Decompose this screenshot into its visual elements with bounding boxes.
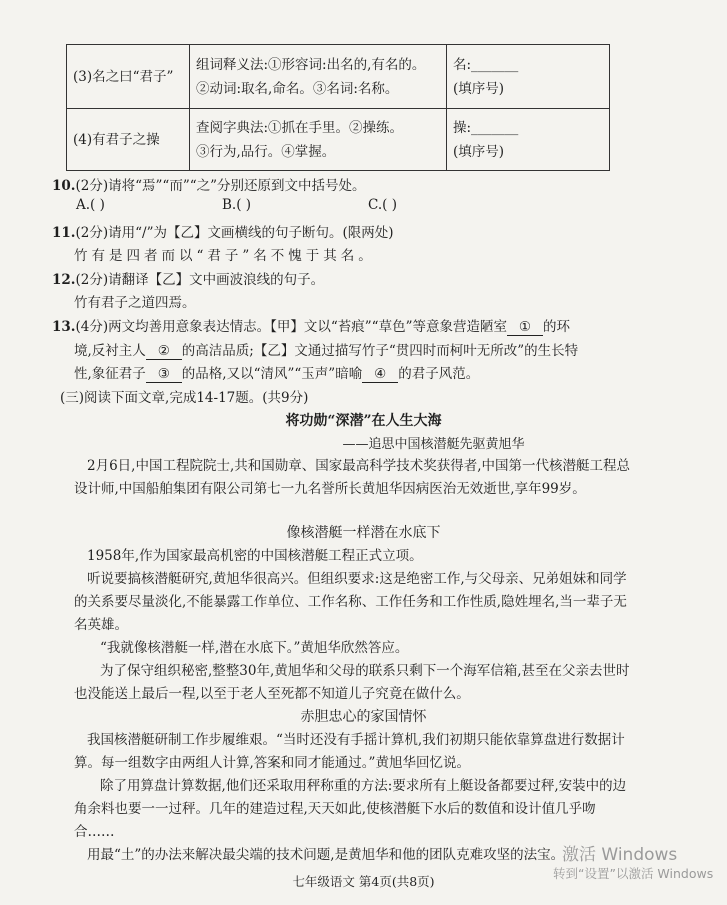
q10-option-a: A.( )	[76, 197, 105, 213]
vocabulary-table	[66, 44, 610, 171]
section-1-title: 像核潜艇一样潜在水底下	[286, 525, 441, 541]
section-2-title: 赤胆忠心的家国情怀	[300, 709, 427, 725]
section-3-instructions: (三)阅读下面文章,完成14-17题。(共9分)	[60, 390, 309, 406]
article-title: 将功勋“深潜”在人生大海	[285, 413, 442, 429]
article-subtitle: ——追思中国核潜艇先驱黄旭华	[342, 437, 525, 452]
question-11: 11.(2分)请用“/”为【乙】文画横线的句子断句。(限两处)	[52, 225, 394, 241]
answer-cell: 名:_______ (填序号)	[447, 45, 610, 109]
blank-3[interactable]: ③	[146, 366, 182, 383]
paragraph: 我国核潜艇研制工作步履维艰。“当时还没有手摇计算机,我们初期只能依靠算盘进行数据计算。每一组数字由两组人计算,答案和同才能通过。”黄旭华回忆说。	[74, 732, 625, 771]
blank-4[interactable]: ④	[362, 366, 398, 383]
q13-line-3: 性,象征君子 ③ 的品格,又以“清风”“玉声”暗喻 ④ 的君子风范。	[74, 366, 480, 382]
paragraph: 1958年,作为国家最高机密的中国核潜艇工程正式立项。	[87, 548, 423, 564]
paragraph: 除了用算盘计算数据,他们还采取用秤称重的方法:要求所有上艇设备都要过秤,安装中的边角余料也要一一过秤。几年的建造过程,天天如此,使核潜艇下水后的数值和设计值几乎吻合……	[74, 778, 627, 840]
windows-activation-title: 激活 Windows	[562, 845, 678, 865]
method-cell: 查阅字典法:①抓在手里。②操练。 ③行为,品行。④掌握。	[190, 109, 447, 171]
phrase-cell: (4)有君子之操	[67, 109, 190, 171]
method-cell: 组词释义法:①形容词:出名的,有名的。 ②动词:取名,命名。③名词:名称。	[190, 45, 447, 109]
question-13: 13.(4分)两文均善用意象表达情志。【甲】文以“苔痕”“草色”等意象营造陋室 ① 的环	[52, 319, 570, 335]
question-12: 12.(2分)请翻译【乙】文中画波浪线的句子。	[52, 272, 325, 288]
paragraph: “我就像核潜艇一样,潜在水底下。”黄旭华欣然答应。	[100, 640, 409, 656]
page-footer: 七年级语文 第4页(共8页)	[292, 874, 435, 889]
paragraph: 听说要搞核潜艇研究,黄旭华很高兴。但组织要求:这是绝密工作,与父母亲、兄弟姐妹和同学的关系要尽量淡化,不能暴露工作单位、工作名称、工作任务和工作性质,隐姓埋名,当一辈子无名英雄。	[74, 571, 627, 633]
question-10: 10.(2分)请将“焉”“而”“之”分别还原到文中括号处。	[52, 178, 366, 194]
article-intro: 2月6日,中国工程院院士,共和国勋章、国家最高科学技术奖获得者,中国第一代核潜艇工程总设计师,中国船舶集团有限公司第七一九名誉所长黄旭华因病医治无效逝世,享年99岁。	[74, 458, 631, 497]
table-row	[67, 45, 610, 109]
q10-option-b: B.( )	[222, 197, 252, 213]
windows-activation-hint: 转到“设置”以激活 Windows	[553, 866, 714, 881]
table-row	[67, 109, 610, 171]
blank-2[interactable]: ②	[146, 343, 182, 360]
q10-option-c: C.( )	[368, 197, 397, 213]
paragraph: 为了保守组织秘密,整整30年,黄旭华和父母的联系只剩下一个海军信箱,甚至在父亲去世时也没能送上最后一程,以至于老人至死都不知道儿子究竟在做什么。	[74, 663, 630, 702]
answer-cell: 操:_______ (填序号)	[447, 109, 610, 171]
blank-1[interactable]: ①	[507, 319, 543, 336]
q12-sentence: 竹有君子之道四焉。	[74, 295, 196, 311]
paragraph: 用最“土”的办法来解决最尖端的技术问题,是黄旭华和他的团队克难攻坚的法宝。	[87, 847, 565, 863]
q13-line-2: 境,反衬主人 ② 的高洁品质;【乙】文通过描写竹子“贯四时而柯叶无所改”的生长特	[74, 343, 579, 359]
phrase-cell: (3)名之曰“君子”	[67, 45, 190, 109]
q11-sentence: 竹有是四者而以“君子”名不愧于其名。	[74, 248, 376, 264]
